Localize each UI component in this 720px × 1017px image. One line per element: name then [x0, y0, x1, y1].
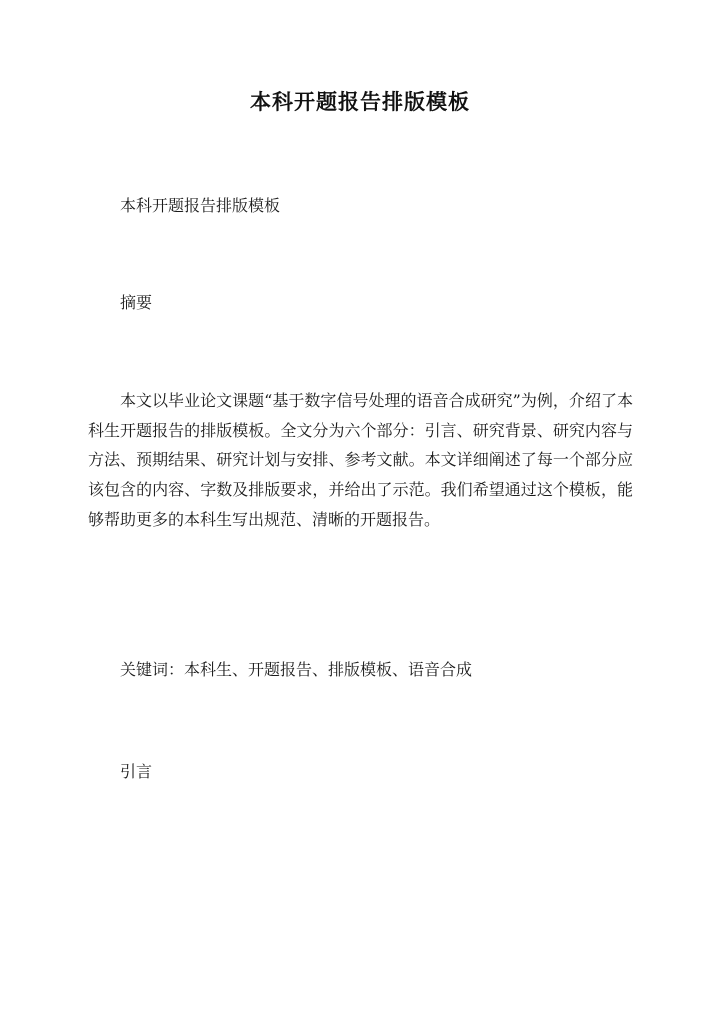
abstract-heading: 摘要	[120, 293, 153, 312]
keywords-line: 关键词：本科生、开题报告、排版模板、语音合成	[120, 660, 473, 679]
document-subtitle: 本科开题报告排版模板	[120, 196, 281, 215]
document-title: 本科开题报告排版模板	[250, 89, 470, 114]
introduction-heading: 引言	[120, 762, 153, 781]
abstract-paragraph: 本文以毕业论文课题“基于数字信号处理的语音合成研究”为例，介绍了本科生开题报告的排版模板。全文分为六个部分：引言、研究背景、研究内容与方法、预期结果、研究计划与安排、参考文献。本文详细阐述了每一个部分应该包含的内容、字数及排版要求，并给出了示范。我们希望通过这个模板，能够帮助更多的本科生写出规范、清晰的开题报告。	[88, 391, 633, 529]
